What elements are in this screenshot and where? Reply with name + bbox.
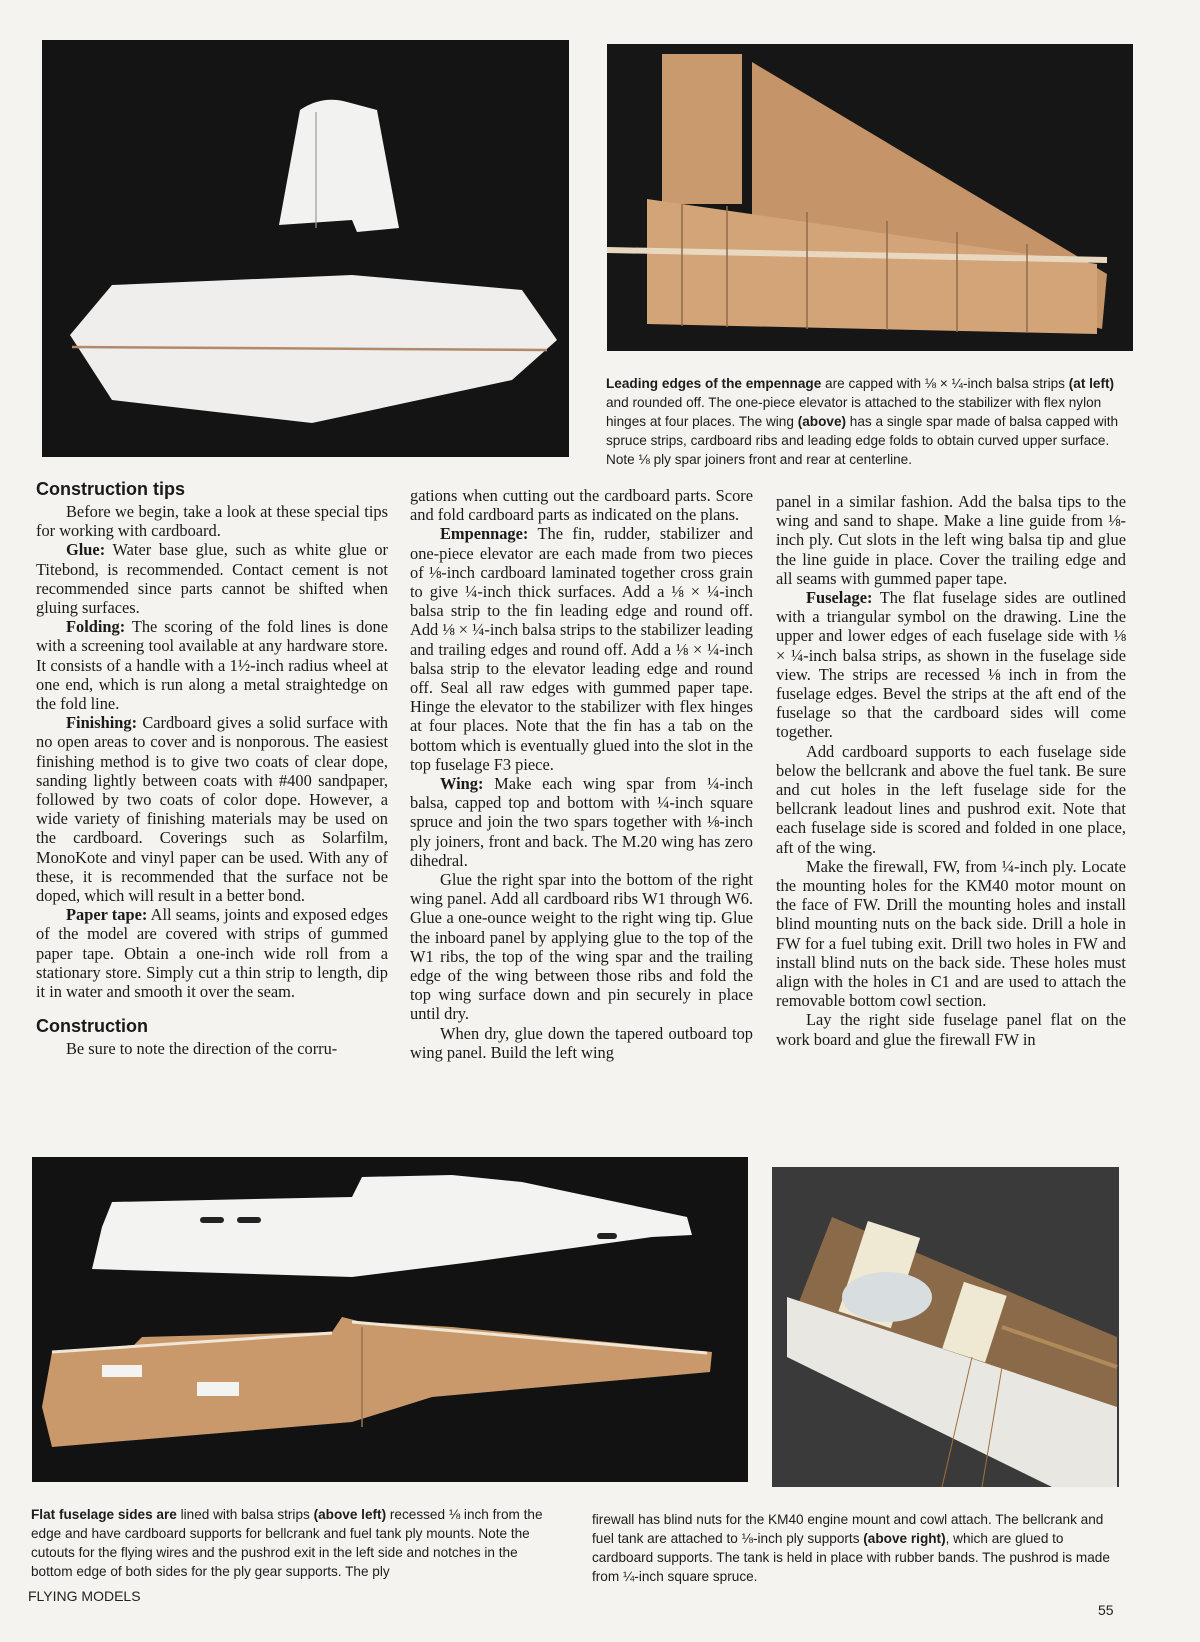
- caption-br-text-2: , which are glued to cardboard supports. The tank is held in place with rubber bands. The pushrod is made from ¼-inch square spruce.: [592, 1531, 1110, 1584]
- caption-top: [606, 374, 1130, 469]
- photo-empennage: [42, 40, 569, 457]
- caption-bl-text-1: lined with balsa strips: [176, 1507, 314, 1522]
- paragraph-construction: Be sure to note the direction of the corru-: [66, 1039, 338, 1059]
- lead-wing: Wing:: [440, 774, 484, 794]
- paragraph-firewall: Make the firewall, FW, from ¼-inch ply. Locate the mounting holes for the KM40 motor mount on the face of FW. Drill the mounting holes and install blind mounting nuts on the back side. Drill a hole in FW for a fuel tubing exit. Drill two holes in FW and install blind nuts on the back side. These holes must align with the holes in C1 and are used to attach the removable bottom cowl section.: [776, 856, 1126, 1011]
- paragraph-fuselage: [776, 588, 1126, 742]
- caption-bottom-right: [592, 1510, 1120, 1586]
- wing-illustration: [607, 44, 1133, 351]
- lead-finishing: Finishing:: [66, 713, 138, 733]
- text-fuselage: The flat fuselage sides are outlined with a triangular symbol on the drawing. Line the upper and lower edges of each fuselage side with ⅛ × ¼-inch balsa strips, as shown in the fuselage side view. The strips are recessed ⅛ inch in from the fuselage edges. Bevel the strips at the aft end of the fuselage so that the cardboard sides will come together.: [776, 588, 1126, 742]
- paragraph-outboard: When dry, glue down the tapered outboard top wing panel. Build the left wing: [410, 1023, 753, 1062]
- caption-top-text-2: and rounded off. The one-piece elevator is attached to the stabilizer with flex nylon hinges at four places. The wing: [606, 395, 1102, 429]
- paragraph-left-wing: panel in a similar fashion. Add the balsa tips to the wing and sand to shape. Make a line guide from ⅛-inch ply. Cut slots in the left wing balsa tip and glue the line guide in place. Cover the trailing edge and all seams with gummed paper tape.: [776, 492, 1126, 588]
- lead-paper-tape: Paper tape:: [66, 905, 148, 925]
- empennage-illustration: [42, 40, 569, 457]
- photo-fuselage-assembly: [772, 1167, 1119, 1487]
- photo-wing: [607, 44, 1133, 351]
- text-folding: The scoring of the fold lines is done with a screening tool available at any hardware store. It consists of a handle with a 1½-inch radius wheel at one end, which is run along a metal straightedge on the fold line.: [36, 617, 388, 714]
- caption-top-bold-3: (above): [797, 414, 847, 429]
- text-glue: Water base glue, such as white glue or Titebond, is recommended. Contact cement is not recommended since parts cannot be shifted when gluing surfaces.: [36, 540, 388, 618]
- fuselage-sides-illustration: [32, 1157, 748, 1482]
- caption-top-text-1: are capped with ⅛ × ¼-inch balsa strips: [821, 376, 1069, 391]
- lead-folding: Folding:: [66, 617, 126, 637]
- caption-top-bold-1: Leading edges of the empennage: [606, 376, 822, 391]
- paragraph-fuselage-panel: Lay the right side fuselage panel flat on the work board and glue the firewall FW in: [776, 1010, 1126, 1049]
- paragraph-intro: Before we begin, take a look at these special tips for working with cardboard.: [36, 502, 388, 541]
- caption-br-text-1: firewall has blind nuts for the KM40 engine mount and cowl attach. The bellcrank and fuel tank are attached to ⅛-inch ply supports: [592, 1512, 1104, 1546]
- caption-bl-text-2: recessed ⅛ inch from the edge and have cardboard supports for bellcrank and fuel tank ply mounts. Note the cutouts for the flying wires and the pushrod exit in the left side and notches in the bottom edge of both sides for the ply gear supports. The ply: [31, 1507, 543, 1579]
- photo-fuselage-sides: [32, 1157, 748, 1482]
- caption-bl-bold-2: (above left): [313, 1507, 387, 1522]
- text-finishing: Cardboard gives a solid surface with no open areas to cover and is nonporous. The easiest finishing method is to give two coats of clear dope, sanding lightly between coats with #400 sandpaper, followed by two coats of color dope. However, a wide variety of finishing materials may be used on the cardboard. Coverings such as Solarfilm, MonoKote and vinyl paper can be used. With any of these, it is recommended that the surface not be doped, which will result in a better bond.: [36, 713, 388, 906]
- lead-glue: Glue:: [66, 540, 106, 560]
- paragraph-folding: [36, 617, 388, 713]
- heading-construction: Construction: [36, 1016, 148, 1037]
- paragraph-supports: Add cardboard supports to each fuselage side below the bellcrank and above the fuel tank. Be sure and cut holes in the left fuselage side for the bellcrank leadout lines and pushrod exit. Note that each fuselage side is scored and folded in one place, aft of the wing.: [776, 741, 1126, 857]
- text-column-2: [410, 486, 753, 1062]
- text-paper-tape: All seams, joints and exposed edges of the model are covered with strips of gummed paper tape. Obtain a one-inch wide roll from a stationary store. Simply cut a thin strip to length, dip it in water and smooth it over the seam.: [36, 905, 388, 1002]
- paragraph-corrugations: gations when cutting out the cardboard parts. Score and fold cardboard parts as indicated on the plans.: [410, 486, 753, 525]
- lead-empennage: Empennage:: [440, 524, 529, 544]
- fuselage-assembly-illustration: [772, 1167, 1119, 1487]
- magazine-name: FLYING MODELS: [28, 1588, 141, 1604]
- caption-br-bold-1: (above right): [863, 1531, 946, 1546]
- caption-bottom-left: [31, 1505, 555, 1581]
- text-column-3: [776, 492, 1126, 1049]
- text-empennage: The fin, rudder, stabilizer and one-piece elevator are each made from two pieces of ⅛-inch cardboard laminated together cross grain to give ¼-inch thick surfaces. Add a ⅛ × ¼-inch balsa strip to the fin leading edge and round off. Add ⅛ × ¼-inch balsa strips to the stabilizer leading and trailing edges and round off. Add a ⅛ × ¼-inch balsa strip to the elevator leading edge and round off. Seal all raw edges with gummed paper tape. Hinge the elevator to the stabilizer with flex hinges at four places. Note that the fin has a tab on the bottom which is eventually glued into the slot in the top fuselage F3 piece.: [410, 524, 753, 774]
- paragraph-glue: [36, 540, 388, 617]
- page-number: 55: [1098, 1602, 1114, 1618]
- caption-top-text-3: has a single spar made of balsa capped with spruce strips, cardboard ribs and leading edge folds to obtain curved upper surface. Note ⅛ ply spar joiners front and rear at centerline.: [606, 414, 1119, 467]
- text-wing: Make each wing spar from ¼-inch balsa, capped top and bottom with ¼-inch square spruce and join the two spars together with ⅛-inch ply joiners, front and back. The M.20 wing has zero dihedral.: [410, 774, 753, 870]
- paragraph-wing: [410, 774, 753, 870]
- paragraph-empennage: [410, 524, 753, 774]
- lead-fuselage: Fuselage:: [806, 588, 873, 608]
- caption-bl-bold-1: Flat fuselage sides are: [31, 1507, 177, 1522]
- paragraph-right-spar: Glue the right spar into the bottom of the right wing panel. Add all cardboard ribs W1 through W6. Glue a one-ounce weight to the right wing tip. Glue the inboard panel by applying glue to the top of the W1 ribs, the top of the wing spar and the trailing edge of the wing between those ribs and fold the top wing surface down and pin securely in place until dry.: [410, 870, 753, 1024]
- text-column-1: [36, 478, 388, 1058]
- heading-construction-tips: Construction tips: [36, 479, 185, 499]
- paragraph-paper-tape: [36, 905, 388, 1001]
- paragraph-finishing: [36, 713, 388, 905]
- caption-top-bold-2: (at left): [1068, 376, 1115, 391]
